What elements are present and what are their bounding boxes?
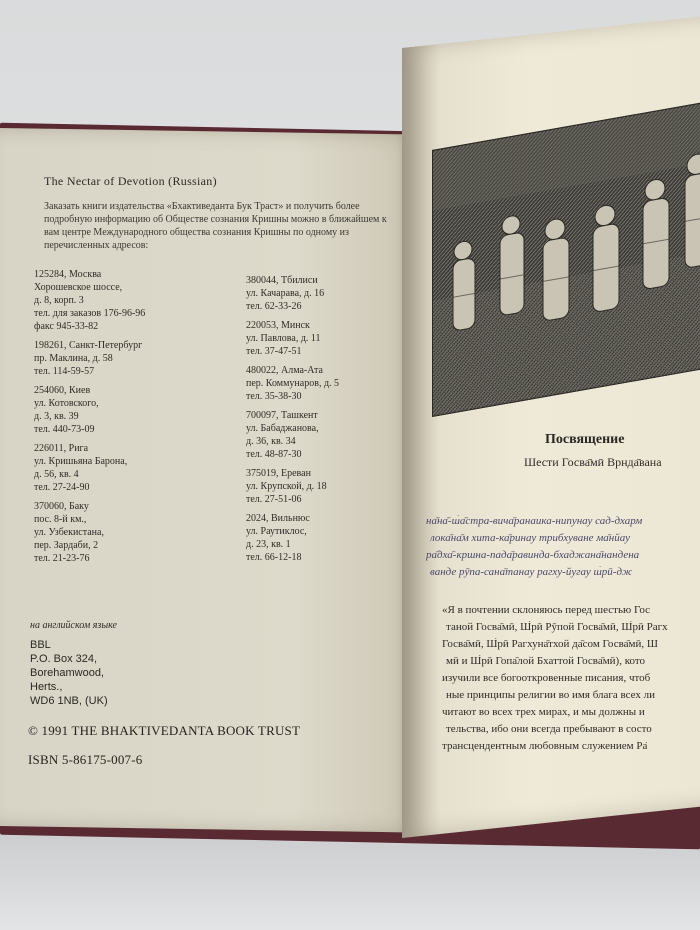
address-line: тел. 440-73-09: [34, 424, 95, 435]
translation-line: Госва̄мӣ, Ш́рӣ Рагхуна̄тхой да̄сом Госва̄мӣ, Ш: [442, 638, 658, 650]
address-line: ул. Раутиклос,: [246, 526, 307, 537]
address-line: пер. Коммунаров, д. 5: [246, 378, 340, 389]
translation-line: ные принципы религии во имя блага всех ли: [446, 689, 656, 701]
address-line: ул. Качарава, д. 16: [246, 288, 325, 299]
goswamis-illustration: [432, 99, 700, 417]
address-line: 2024, Вильнюс: [246, 513, 310, 524]
address-line: ул. Кришьяна Барона,: [34, 456, 128, 467]
translation-line: таной Госва̄мӣ, Ш́рӣ Рӯпой Госва̄мӣ, Ш́рӣ Рагх: [446, 621, 668, 633]
address-line: тел. для заказов 176-96-96: [34, 308, 146, 319]
translation-line: изучили все богооткровенные писания, чтоб: [442, 672, 651, 684]
address-line: тел. 66-12-18: [246, 552, 302, 563]
address-line: д. 36, кв. 34: [246, 436, 296, 447]
intro-paragraph: Заказать книги издательства «Бхактиведанта Бук Траст» и получить более подробную информацию об Обществе сознания Кришны можно в ближайшем к вам центре Международного общества сознания Кришны по одному из перечисленных адресов:: [44, 201, 387, 251]
language-note: на английском языке: [30, 620, 117, 631]
copyright-line: © 1991 THE BHAKTIVEDANTA BOOK TRUST: [28, 723, 301, 738]
address-line: д. 8, корп. 3: [34, 295, 84, 306]
verse-line: ра̄дха̄-кршна-пада̄равинда-бхаджана̄нандена: [426, 549, 640, 561]
address-line: 198261, Санкт-Петербург: [34, 340, 143, 351]
address-line: тел. 27-51-06: [246, 494, 302, 505]
isbn-line: ISBN 5-86175-007-6: [28, 752, 143, 767]
address-line: 125284, Москва: [34, 269, 102, 280]
english-address-line: BBL: [30, 639, 51, 651]
english-address-line: Herts.,: [30, 681, 63, 693]
address-line: тел. 114-59-57: [34, 366, 95, 377]
address-line: тел. 37-47-51: [246, 346, 302, 357]
verse-line: лока̄на̄м хита-ка̄ринау трибхуване ма̄нйау: [430, 532, 630, 544]
address-line: 480022, Алма-Ата: [246, 365, 323, 376]
address-line: Хорошевское шоссе,: [34, 282, 123, 293]
address-line: ул. Бабаджанова,: [246, 423, 319, 434]
address-line: 375019, Ереван: [246, 468, 311, 479]
address-line: 226011, Рига: [34, 443, 89, 454]
dedication-title: Посвящение: [545, 432, 625, 447]
address-line: тел. 21-23-76: [34, 553, 90, 564]
translation-line: трансцендентным любовным служением Ра̄: [442, 740, 648, 752]
english-address-line: Borehamwood,: [30, 667, 104, 679]
dedication-subtitle: Шести Госва̄мӣ Врнда̄вана: [524, 455, 662, 469]
english-address-line: P.O. Box 324,: [30, 653, 98, 665]
address-line: пр. Маклина, д. 58: [34, 353, 113, 364]
verse-line: на̄на̄-ш́а̄стра-вича̄ранаика-нипунау сад-дхарм: [426, 515, 643, 527]
address-line: 220053, Минск: [246, 320, 310, 331]
verse-line: ванде рӯпа-сана̄танау рагху-йугау ш́рӣ-дж: [430, 566, 633, 578]
address-line: ул. Крупской, д. 18: [246, 481, 327, 492]
address-line: 370060, Баку: [34, 501, 89, 512]
engraving-image: [433, 100, 700, 416]
address-line: пер. Зардаби, 2: [34, 540, 99, 551]
address-line: тел. 35-38-30: [246, 391, 302, 402]
book-title: The Nectar of Devotion (Russian): [44, 174, 217, 188]
address-line: тел. 62-33-26: [246, 301, 302, 312]
address-line: ул. Котовского,: [34, 398, 99, 409]
address-line: 700097, Ташкент: [246, 410, 318, 421]
address-line: д. 23, кв. 1: [246, 539, 291, 550]
address-line: д. 3, кв. 39: [34, 411, 79, 422]
translation-line: мӣ и Ш́рӣ Гопа̄лой Бхаттой Госва̄мӣ), кото: [446, 655, 646, 667]
address-line: д. 56, кв. 4: [34, 469, 79, 480]
address-line: тел. 48-87-30: [246, 449, 302, 460]
address-line: факс 945-33-82: [34, 321, 99, 332]
translation-line: тельства, ибо они всегда пребывают в состо: [446, 723, 652, 735]
translation-line: «Я в почтении склоняюсь перед шестью Гос: [442, 604, 650, 616]
address-line: 254060, Киев: [34, 385, 91, 396]
address-line: пос. 8-й км.,: [34, 514, 87, 525]
address-line: тел. 27-24-90: [34, 482, 90, 493]
translation-line: читают во всех трех мирах, и мы должны и: [442, 706, 645, 718]
english-address-line: WD6 1NB, (UK): [30, 695, 108, 707]
address-line: 380044, Тбилиси: [246, 275, 318, 286]
address-line: ул. Павлова, д. 11: [246, 333, 321, 344]
address-line: ул. Узбекистана,: [34, 527, 104, 538]
